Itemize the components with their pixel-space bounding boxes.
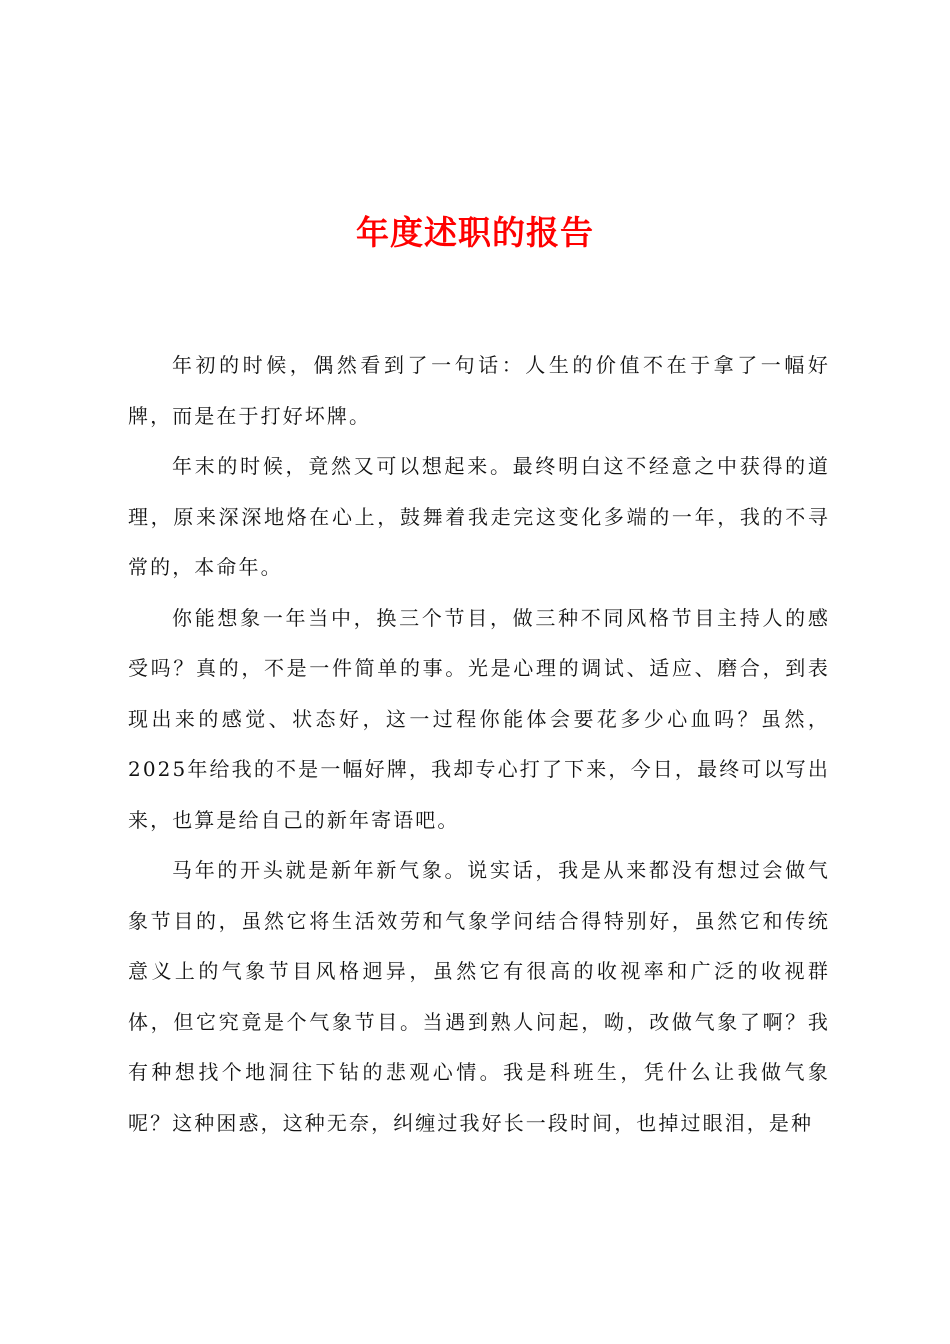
- paragraph-4: 马年的开头就是新年新气象。说实话，我是从来都没有想过会做气象节目的，虽然它将生活效劳和气象学问结合得特别好，虽然它和传统意义上的气象节目风格迥异，虽然它有很高的收视率和广泛的收视群体，但它究竟是个气象节目。当遇到熟人问起，呦，改做气象了啊？我有种想找个地洞往下钻的悲观心情。我是科班生，凭什么让我做气象呢？这种困惑，这种无奈，纠缠过我好长一段时间，也掉过眼泪，是种: [128, 858, 830, 1135]
- document-body: [128, 340, 830, 1148]
- paragraph-1: 年初的时候，偶然看到了一句话：人生的价值不在于拿了一幅好牌，而是在于打好坏牌。: [128, 353, 830, 428]
- paragraph-3: 你能想象一年当中，换三个节目，做三种不同风格节目主持人的感受吗？真的，不是一件简单的事。光是心理的调试、适应、磨合，到表现出来的感觉、状态好，这一过程你能体会要花多少心血吗？虽然，2025年给我的不是一幅好牌，我却专心打了下来，今日，最终可以写出来，也算是给自己的新年寄语吧。: [128, 605, 830, 832]
- document-title: 年度述职的报告: [356, 213, 594, 252]
- paragraph-2: 年末的时候，竟然又可以想起来。最终明白这不经意之中获得的道理，原来深深地烙在心上，鼓舞着我走完这变化多端的一年，我的不寻常的，本命年。: [128, 454, 830, 579]
